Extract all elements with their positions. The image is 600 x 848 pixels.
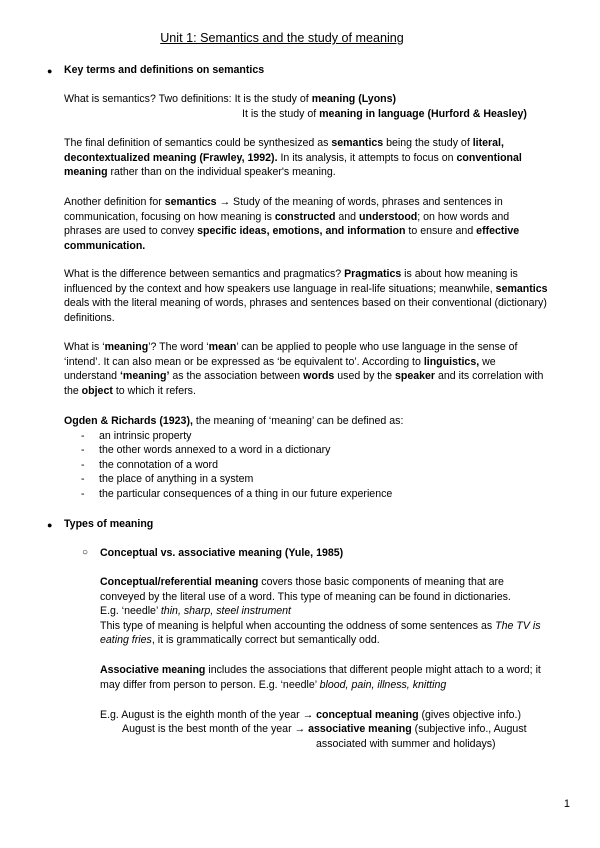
paragraph-final-definition: The final definition of semantics could be synthesized as semantics being the study of literal, decontextualized meaning (Frawley, 1992). In its analysis, it attempts to focus on conventional meaning rather than on the individual speaker's meaning. (64, 137, 522, 179)
bullet-icon: ● (47, 66, 53, 76)
paragraph-associative-meaning: Associative meaning includes the associations that different people might attach to a word; it may differ from person to person. E.g. ‘needle’ blood, pain, illness, knitting (100, 664, 541, 691)
circle-bullet-icon: ○ (82, 547, 89, 558)
list-item: - an intrinsic property (81, 429, 550, 444)
example-conceptual: E.g. August is the eighth month of the year → conceptual meaning (gives objective info.) (100, 709, 522, 721)
section-heading-types-of-meaning: Types of meaning (64, 518, 154, 530)
list-item: - the connotation of a word (81, 458, 550, 473)
page-title: Unit 1: Semantics and the study of meaning (160, 31, 404, 45)
example-associative: August is the best month of the year → associative meaning (subjective info., August (122, 723, 527, 735)
list-item: - the particular consequences of a thing in our future experience (81, 487, 550, 502)
definitions-intro: What is semantics? Two definitions: (64, 93, 235, 105)
page-number: 1 (563, 798, 570, 810)
list-item: - the place of anything in a system (81, 472, 550, 487)
example-associative-continued: associated with summer and holidays) (316, 738, 496, 750)
ogden-richards-block: Ogden & Richards (1923), the meaning of ‘meaning’ can be defined as: - an intrinsic property - the other words annexed to a word in a dictionary - the connotation of a word - the place of anything in a system - the particular consequences of a thing in our future experience (64, 414, 550, 502)
meaning-definitions-list (81, 429, 550, 502)
bullet-icon: ● (47, 520, 53, 530)
def1-text: It is the study of (234, 93, 312, 105)
paragraph-another-definition: Another definition for semantics → Study of the meaning of words, phrases and sentences in communication, focusing on how meaning is constructed and understood; on how words and phrases are used to convey specific ideas, emotions, and information to ensure and effective communication. (64, 196, 520, 252)
def2-text: It is the study of (242, 108, 320, 120)
paragraph-what-is-meaning: What is ‘meaning’? The word ‘mean’ can be applied to people who use language in the sense of ‘intend’. It can also mean or be expressed as ‘be equivalent to’. According to linguistics, we understand ‘meaning’ as the association between words used by the speaker and its correlation with the object to which it refers. (64, 341, 544, 397)
def2-bold: meaning in language (Hurford & Heasley) (319, 108, 527, 120)
definitions-block (64, 92, 396, 107)
section-heading-key-terms: Key terms and definitions on semantics (64, 64, 265, 76)
paragraph-semantics-vs-pragmatics: What is the difference between semantics and pragmatics? Pragmatics is about how meaning is influenced by the context and how speakers use language in real-life situations; meanwhile, semantics deals with the literal meaning of words, phrases and sentences based on their conventional (dictionary) definitions. (64, 268, 548, 324)
ogden-citation: Ogden & Richards (1923), (64, 415, 193, 427)
def1-bold: meaning (Lyons) (311, 93, 397, 105)
definition-2 (242, 107, 527, 122)
list-item: - the other words annexed to a word in a dictionary (81, 443, 550, 458)
sub-heading-conceptual-vs-associative: Conceptual vs. associative meaning (Yule, 1985) (100, 547, 344, 559)
paragraph-conceptual-meaning: Conceptual/referential meaning covers those basic components of meaning that are conveyed by the literal use of a word. This type of meaning can be found in dictionaries. E.g. ‘needle’ thin, sharp, steel instrument This type of meaning is helpful when accounting the oddness of some sentences as The TV is eating fries, it is grammatically correct but semantically odd. (100, 576, 541, 647)
